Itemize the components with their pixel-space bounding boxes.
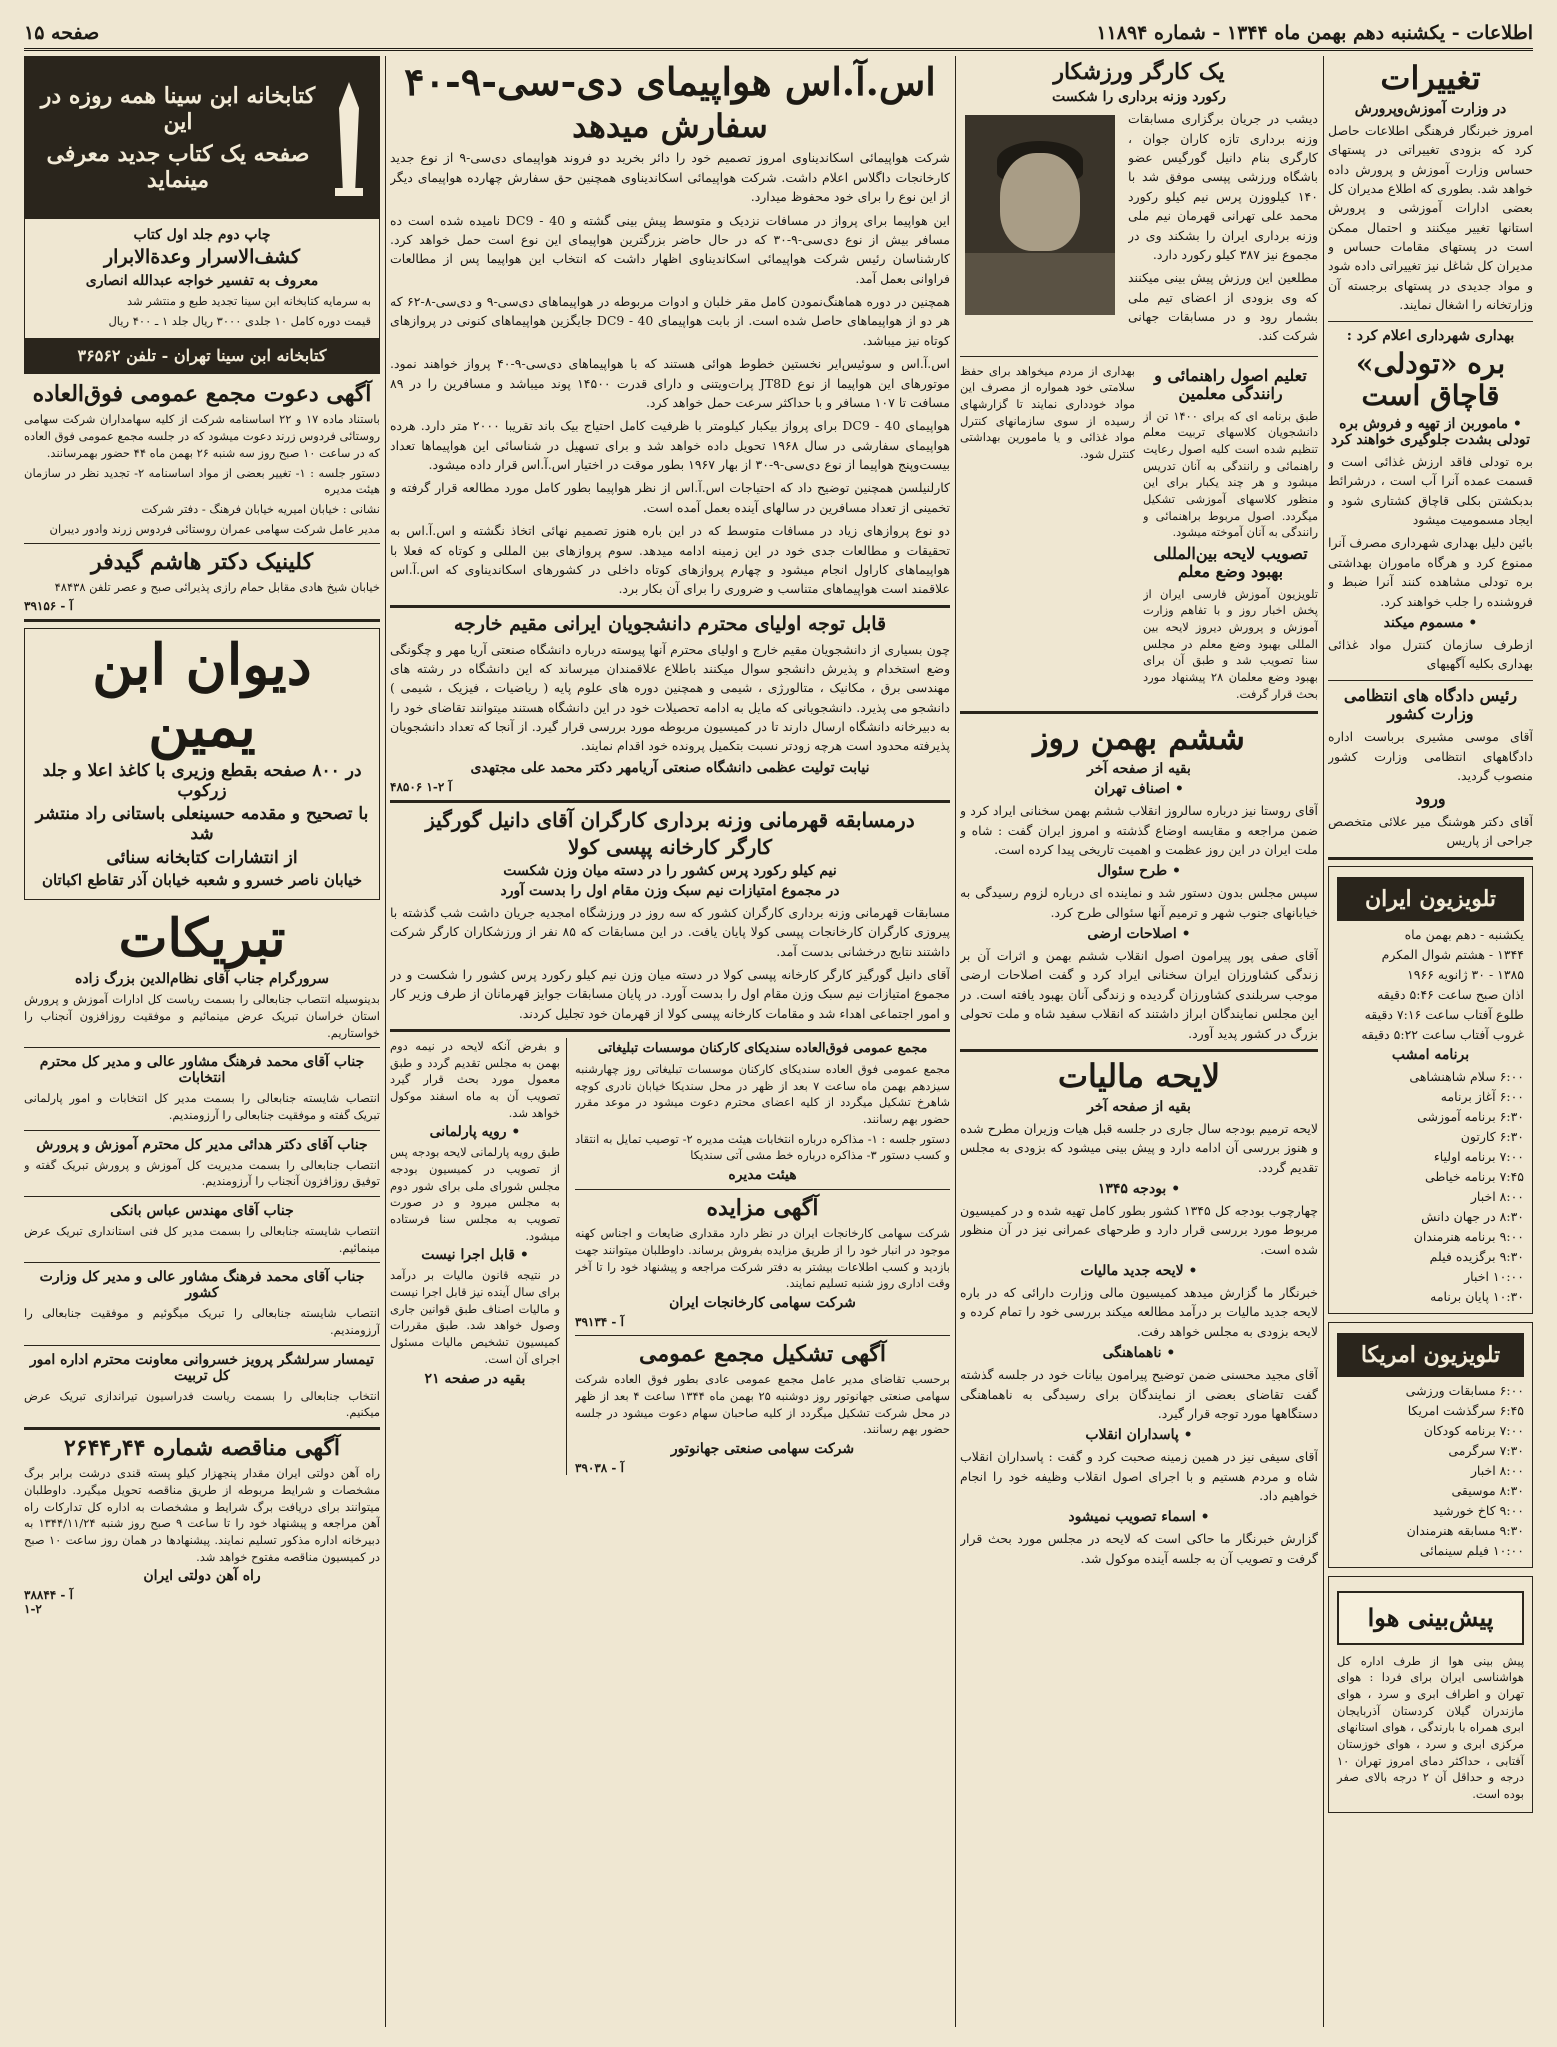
date-line: غروب آفتاب ساعت ۵:۲۲ دقیقه (1361, 1026, 1524, 1042)
page-footer: ۱-۲ (24, 1602, 42, 1617)
assembly1-body: مجمع عمومی فوق العاده سندیکای کارکنان موسسات تبلیغاتی روز چهارشنبه سیزدهم بهمن ماه ساعت ۷ بعد از ظهر در محل سندیکا خیابان نادری کوچه شاهرخ تشکیل میگردد از کلیه اعضای محترم دعوت میشود در موعد مقرر حضور بهم رسانند. (575, 1062, 950, 1127)
tv-iran-program-list (1337, 1067, 1524, 1307)
weightlifter-subtitle: رکورد وزنه برداری را شکست (1052, 89, 1226, 106)
dc9-title-2: سفارش میدهد (572, 106, 768, 145)
tender-title: آگهی مناقصه شماره ۴۴ر۲۶۴۴ (63, 1435, 341, 1462)
tv-iran-date (1337, 925, 1524, 1045)
teachers-title: تعلیم اصول راهنمائی و رانندگی معلمین (1154, 365, 1307, 404)
dc9-body-2: این هواپیما برای پرواز در مسافات نزدیک و متوسط پیش بینی گشته و DC9 - 40 نامیده شده است ده مسافر بیش از نوع دی‌سی-۹-۳۰ که در حال حاضر بزرگترین هواپیمای این نوع است حمل خواهد کرد. کارشناسان رئیس شرکت هواپیمائی اسکاندیناوی اظهار داشت که انتخاب این هواپیما پس از مطالعات فراوانی بعمل آمد. (390, 212, 950, 286)
cinema-footer: کتابخانه ابن سینا تهران - تلفن ۳۶۵۶۲ (25, 338, 379, 373)
bahman-body-1: آقای روستا نیز درباره سالروز انقلاب ششم بهمن سخنانی ایراد کرد و ضمن مراجعه و مقایسه اوضاع گذشته و امروز ایران گفت : شاه و ملت ایران در این روز عظمت و اهمیت تاریخی پیدا کرده است. (960, 803, 1318, 857)
clinic-body: خیابان شیخ هادی مقابل حمام رازی پذیرائی صبح و عصر تلفن ۴۸۴۳۸ (54, 580, 380, 595)
health-body: بهداری از مردم میخواهد برای حفظ سلامتی خود همواره از مصرف این مواد خودداری نمایند تا گزارشهای رسیده از سوی سازمانهای کنترل مواد غذائی و یا مامورین بهداشتی کنترل شود. (960, 363, 1135, 462)
column-rule (1323, 56, 1324, 2027)
sheep-lead: بهداری شهرداری اعلام کرد : (1346, 327, 1515, 344)
divan-line-1: در ۸۰۰ صفحه بقطع وزیری با کاغذ اعلا و جلد زرکوب (42, 761, 362, 801)
bill-body: تلویزیون آموزش فارسی ایران از پخش اخبار روز و با تفاهم وزارت آموزش و پرورش دیروز لایحه بین المللی بهبود وضع معلم در مجلس سنا تصویب شد و طبق آن برای بهبود وضع معلمان ۲۸ پیشنهاد مورد بحث قرار گرفت. (1143, 586, 1318, 701)
cinema-ad (24, 56, 380, 374)
auction-signature: شرکت سهامی کارخانجات ایران (669, 1295, 856, 1312)
program-item: ۸:۳۰ موسیقی (1451, 1482, 1524, 1498)
tv-america-logo: تلویزیون امریکا (1337, 1333, 1524, 1377)
invite-title: آگهی دعوت مجمع عمومی فوق‌العاده (32, 381, 372, 408)
program-item: ۶:۰۰ آغاز برنامه (1440, 1088, 1524, 1104)
divan-line-2: با تصحیح و مقدمه حسینعلی باستانی راد منتشر شد (35, 804, 369, 844)
assembly2-body: برحسب تقاضای مدیر عامل مجمع عمومی عادی بطور فوق العاده شرکت سهامی صنعتی جهانوتور روز دوشنبه ۲۵ بهمن ماه ۱۳۴۴ ساعت ۴ بعد از ظهر در محل شرکت تشکیل میگردد از کلیه صاحبان سهام دعوت میشود در جلسه حضور بهم رسانند. (575, 1372, 950, 1437)
cinema-line-4: به سرمایه کتابخانه ابن سینا تجدید طبع و منتشر شد (126, 293, 371, 308)
program-item: ۶:۳۰ برنامه آموزشی (1417, 1108, 1524, 1124)
divan-title: دیوان ابن یمین (92, 632, 312, 760)
auction-code: آ - ۳۹۱۳۴ (575, 1315, 624, 1330)
assembly2-title: آگهی تشکیل مجمع عمومی (639, 1341, 886, 1368)
tower-icon (325, 78, 373, 198)
assembly2-signature: شرکت سهامی صنعتی جهانوتور (670, 1441, 855, 1458)
tax-body-1: لایحه ترمیم بودجه سال جاری در جلسه قبل هیات وزیران مطرح شده و هنوز بررسی آن ادامه دارد و پیش بینی میشود که بزودی به مجلس تقدیم گردد. (960, 1120, 1318, 1175)
weightlifter-title: یک کارگر ورزشکار (1053, 59, 1225, 85)
parliament-body-1: طبق رویه پارلمانی لایحه بودجه پس از تصویب در کمیسیون بودجه مجلس شورای ملی برای شور دوم به مجلس میرود و در صورت تصویب به مجلس سنا فرستاده میشود. (390, 1145, 560, 1243)
program-item: ۱۰:۰۰ اخبار (1464, 1268, 1524, 1284)
assembly1-signature: هیئت مدیره (728, 1167, 797, 1184)
dc9-body-4: اس.آ.اس و سوئیس‌ایر نخستین خطوط هوائی هستند که با هواپیماهای دی‌سی-۹-۴۰ پرواز خواهند نمود. موتورهای این هواپیما از نوع JT8D پرات‌ویتنی و دارای قدرت ۱۴۵۰۰ پوند میباشد و مسافرین را در ۸۹ مسافت تا ۱۰۷ مسافر و با حداکثر سرعت حمل خواهد کرد. (390, 356, 950, 410)
assembly1-title: مجمع عمومی فوق‌العاده سندیکای کارکنان موسسات تبلیغاتی (597, 1041, 928, 1057)
competition-title: درمسابقه قهرمانی وزنه برداری کارگران آقای دانیل گورگیز (425, 807, 915, 832)
invite-signature: مدیر عامل شرکت سهامی عمران روستائی فردوس زرند وادور دیبران (49, 521, 380, 536)
program-item: ۶:۰۰ سلام شاهنشاهی (1409, 1068, 1524, 1084)
sheep-body-1: بره تودلی فاقد ارزش غذائی است و قسمت عمده آنرا آب است ، درشرائط بدبکشتن بکلی قاچاق کشتاری شود و ایجاد مسمومیت میشود (1328, 453, 1533, 528)
arrival-title: ورود (1415, 788, 1446, 808)
divan-line-3: از انتشارات کتابخانه سنائی (106, 847, 298, 868)
program-item: ۹:۰۰ برنامه هنرمندان (1413, 1228, 1524, 1244)
sheep-body-2: بائین دلیل بهداری شهرداری مصرف آنرا ممنوع کرد و هرگاه ماموران بهداشتی بره تودلی مشاهده کنند آنرا ضبط و فروشنده را جلب خواهند کرد. (1328, 535, 1533, 609)
column-left (24, 56, 380, 2027)
congrats-item-1-title: سرورگرام جناب آقای نظام‌الدین بزرگ زاده (75, 971, 329, 988)
dc9-body-6: کارلنیلسن همچنین توضیح داد که احتیاجات اس.آ.اس از نظر هواپیما بطور کامل مورد مطالعه قرار گرفته و تخمینی از تعداد مسافرین در سالهای آینده بعمل آمده است. (390, 480, 950, 515)
program-item: ۹:۳۰ مسابقه هنرمندان (1406, 1522, 1524, 1538)
changes-title: تغییرات (1380, 59, 1481, 97)
program-item: ۸:۳۰ در جهان دانش (1421, 1208, 1524, 1224)
invite-agenda: دستور جلسه : ۱- تغییر بعضی از مواد اساسنامه ۲- تجدید نظر در سازمان هیئت مدیره (24, 465, 380, 497)
changes-subtitle: در وزارت آموزش‌وپرورش (1354, 100, 1507, 117)
date-line: اذان صبح ساعت ۵:۴۶ دقیقه (1377, 986, 1524, 1002)
tax-body-3: خبرنگار ما گزارش میدهد کمیسیون مالی وزارت دارائی که در باره لایحه جدید مالیات بر درآمد مطالعه میکند بررسی خود را تمام کرده و لایحه بزودی به مجلس خواهد رفت. (960, 1285, 1318, 1339)
tv-america-program-list (1337, 1381, 1524, 1561)
students-code: آ ۲-۱ ۴۸۵۰۶ (390, 779, 452, 794)
competition-sub-1: نیم کیلو رکورد پرس کشور را در دسته میان وزن شکست (503, 862, 837, 879)
program-item: ۶:۰۰ مسابقات ورزشی (1405, 1382, 1524, 1398)
tax-section-2: • لایحه جدید مالیات (1080, 1263, 1198, 1280)
tax-section-3: • ناهماهنگی (1102, 1345, 1176, 1362)
tax-subtitle: بقیه از صفحه آخر (1087, 1098, 1191, 1115)
cinema-head-1: کتابخانه ابن سینا همه روزه در این (40, 83, 316, 135)
congrats-item-1-body: بدینوسیله انتصاب جنابعالی را بسمت ریاست کل ادارات آموزش و پرورش استان خراسان تبریک عرض مینمائیم و موفقیت روزافزون آنجناب را خواستاریم. (24, 992, 380, 1040)
weightlifter-body-2: مطلعین این ورزش پیش بینی میکنند که وی بزودی از اعضای تیم ملی بشمار رود و در مسابقات جهانی شرکت کند. (1128, 270, 1318, 344)
date-line: ۱۳۴۴ - هشتم شوال المکرم (1381, 946, 1524, 962)
column-rule (385, 56, 386, 2027)
bahman-body-2: سپس مجلس بدون دستور شد و نماینده ای درباره لزوم رسیدگی به خیابانهای جنوب شهر و ترمیم آنها سئوالی طرح کرد. (960, 885, 1318, 920)
bahman-section-2: • طرح سئوال (1097, 863, 1181, 880)
tv-america-box (1328, 1322, 1533, 1568)
divan-ad (24, 628, 380, 900)
students-signature: نیابت تولیت عظمی دانشگاه صنعتی آریامهر دکتر محمد علی مجتهدی (470, 759, 870, 776)
weather-body: پیش بینی هوا از طرف اداره کل هواشناسی ایران برای فردا : هوای تهران و اطراف ابری و سرد ، هوای مازندران گیلان کردستان آذربایجان ابری همراه با بارندگی ، هوای استانهای مرکزی ابری و سرد ، هوای خوزستان آفتابی ، حداکثر دمای امروز تهران ۱۰ درجه و حداقل آن ۲ درجه بالای صفر بوده است. (1337, 1653, 1525, 1802)
congrats-title: تبریکات (118, 908, 286, 970)
congrats-item-2-body: انتصاب شایسته جنابعالی را بسمت مدیر کل انتخابات و امور پارلمانی تبریک گفته و موفقیت جنابعالی را آرزومندیم. (24, 1091, 380, 1123)
congrats-item-4-body: انتصاب شایسته جنابعالی را بسمت مدیر کل فنی استانداری تبریک عرض مینمائیم. (24, 1224, 380, 1255)
discipline-body: آقای موسی مشیری برباست اداره دادگاههای انتظامی وزارت کشور منصوب گردید. (1328, 729, 1533, 784)
tv-iran-logo: تلویزیون ایران (1337, 877, 1524, 921)
sheep-bullet-2: • مسموم میکند (1383, 614, 1478, 631)
column-third (390, 56, 950, 2027)
competition-body-1: مسابقات قهرمانی وزنه برداری کارگران کشور که سه روز در ورزشگاه امجدیه جریان داشت شب گذشته با پیروزی کارگران کارخانجات پپسی کولا پایان یافت. در این مسابقات که ۸۵ نفر از ورزشکاران کارگر شرکت داشتند نتایج درخشانی بدست آمد. (390, 904, 950, 959)
competition-sub-2: در مجموع امتیازات نیم سبک وزن مقام اول را بدست آورد (500, 882, 840, 899)
program-item: ۷:۴۵ برنامه خیاطی (1424, 1168, 1524, 1184)
tax-body-5: آقای سیفی نیز در همین زمینه صحبت کرد و گفت : پاسداران انقلاب شاه و مردم هستیم و با اجرای اصول انقلاب وظیفه خود را انجام خواهیم داد. (960, 1449, 1318, 1504)
masthead-issue: اطلاعات - یکشنبه دهم بهمن ماه ۱۳۴۴ - شماره ۱۱۸۹۴ (1096, 22, 1533, 44)
tax-body-6: گزارش خبرنگار ما حاکی است که لایحه در مجلس مورد بحث قرار گرفت و تصویب آن به جلسه آینده موکول شد. (960, 1531, 1318, 1566)
congrats-item-2-title: جناب آقای محمد فرهنگ مشاور عالی و مدیر کل محترم انتخابات (39, 1054, 365, 1087)
weightlifter-body-1: دیشب در جریان برگزاری مسابقات وزنه برداری تازه کاران جوان ، کارگری بنام دانیل گورگیس عضو باشگاه ورزشی پپسی موفق شد با ۱۴۰ کیلووزن پرس نیم کیلو رکورد محمد علی تهرانی قهرمان نیم ملی وزنه برداری ایران را بشکند وی در مجموع نیز ۳۸۷ کیلو رکورد دارد. (1128, 111, 1318, 262)
auction-body: شرکت سهامی کارخانجات ایران در نظر دارد مقداری ضایعات و اجناس کهنه موجود در انبار خود را از طریق مزایده بفروش برساند. داوطلبان میتوانند جهت بازدید و کسب اطلاعات بیشتر به دفتر شرکت مراجعه و پیشنهاد خود را تا آخر وقت اداری روز شنبه تسلیم نمایند. (575, 1226, 950, 1291)
changes-body: امروز خبرنگار فرهنگی اطلاعات حاصل کرد که بزودی تغییراتی در پستهای حساس وزارت آموزش و پرورش داده خواهد شد. بطوری که اطلاع مدیران کل بعضی ادارات آموزشی و پرورش استانها تغییر میکنند و احتمال ممکن است در پستهای مقامات حساس و مدیران کل شاغل نیز تغییراتی داده شود و مواد جدیدی در پستهای برجسته آن وزارتخانه را اشغال نمایند. (1328, 122, 1533, 313)
tender-body: راه آهن دولتی ایران مقدار پنجهزار کیلو پسته قندی درشت برابر برگ مشخصات و شرایط مربوطه از طریق مناقصه تحویل میگیرد. داوطلبان میتوانند برای دریافت برگ شرایط و مشخصات به اداره کل تدارکات راه آهن مراجعه و پیشنهاد خود را تا ساعت ۹ صبح روز شنبه ۱۳۴۴/۱۱/۲۴ به دبیرخانه اداره مذکور تسلیم نمایند. پیشنهادها در همان روز ساعت ۱۰ صبح در کمیسیون مناقصه مفتوح خواهد شد. (24, 1466, 380, 1564)
parliament-section-1: • رویه پارلمانی (429, 1124, 521, 1141)
discipline-title: رئیس دادگاه های انتظامی وزارت کشور (1343, 685, 1518, 724)
assembly2-code: آ - ۳۹۰۳۸ (575, 1461, 624, 1476)
column-second (960, 56, 1318, 2027)
tax-body-2: چهارچوب بودجه کل ۱۳۴۵ کشور بطور کامل تهیه شده و در کمیسیون مربوط مورد بررسی قرار دارد و طرحهای عمرانی نیز در آن منظور شده است. (960, 1202, 1318, 1257)
program-item: ۶:۳۰ کارتون (1460, 1128, 1524, 1144)
tax-section-1: • بودجه ۱۳۴۵ (1097, 1180, 1181, 1197)
program-item: ۱۰:۰۰ فیلم سینمائی (1419, 1542, 1524, 1558)
sheep-body-3: ازطرف سازمان کنترل مواد غذائی بهداری بکلیه آگهیهای (1328, 636, 1533, 672)
weather-logo: پیش‌بینی هوا (1337, 1591, 1524, 1645)
program-item: ۹:۳۰ برگزیده فیلم (1429, 1248, 1524, 1264)
clinic-code: آ - ۳۹۱۵۶ (24, 599, 73, 614)
bahman-section-1: • اصناف تهران (1094, 781, 1184, 798)
tv-iran-label: برنامه امشب (1391, 1046, 1470, 1063)
congrats-item-4-title: جناب آقای مهندس عباس بانکی (110, 1203, 294, 1220)
parliament-section-2: • قابل اجرا نیست (421, 1247, 529, 1264)
program-item: ۶:۴۵ سرگذشت امریکا (1407, 1402, 1524, 1418)
divan-line-4: خیابان ناصر خسرو و شعبه خیابان آذر تقاطع اکباتان (41, 871, 363, 890)
tv-iran-box (1328, 866, 1533, 1314)
tax-section-5: • اسماء تصویب نمیشود (1068, 1509, 1210, 1526)
dc9-body-7: دو نوع پروازهای زیاد در مسافات متوسط که در این باره هنوز تصمیم نهائی اتخاذ نگشته و اس.آ.اس به تحقیقات و مطالعات جدی خود در این زمینه ادامه میدهد. سوم پروازهای بین المللی و کوتاه که فعلا با هواپیماهای کاراول انجام میشود و چهارم پروازهای کوتاه داخلی در کشورهای اسکاندیناوی که اس.آ.اس علاقمند است هواپیماهای متناسب و ضروری را برای آن بکار برد. (390, 523, 950, 597)
cinema-line-1: چاپ دوم جلد اول کتاب (133, 227, 271, 243)
date-line: طلوع آفتاب ساعت ۷:۱۶ دقیقه (1364, 1006, 1524, 1022)
students-body: چون بسیاری از دانشجویان مقیم خارج و اولیای محترم آنها پیوسته درباره دانشگاه صنعتی آریا مهر و چگونگی وضع استخدام و پذیرش دانشجو سوال میکنند باطلاع علاقمندان میرساند که این دانشگاه در رشته های مهندسی برق ، مکانیک ، متالورژی ، شیمی و همچنین دوره های علوم پایه ( ریاضیات ، فیزیک ، شیمی ) دانشجو می پذیرد. دانشجویانی که مایل به ادامه تحصیلات خود در این دانشگاه هستند میتوانند تقاضای خود را به دبیرخانه دانشگاه ارسال دارند تا در کمیسیون مربوطه مورد بررسی قرار گیرد. از آنجا که تعداد دانشجویان پذیرفته محدود است هرچه زودتر نسبت بتکمیل پرونده خود اقدام نمایند. (390, 641, 950, 754)
program-item: ۹:۰۰ کاخ خورشید (1432, 1502, 1524, 1518)
teachers-body: طبق برنامه ای که برای ۱۴۰۰ تن از دانشجویان کلاسهای تربیت معلم تنظیم شده است کلیه اصول رعایت راهنمائی و رانندگی به آنان تدریس میشود و هر چند یکبار برای این منظور کلاسهای آموزشی تشکیل میگردد. اصول مربوط براهنمائی و رانندگی به آنان آموخته میشود. (1143, 408, 1318, 540)
sheep-bullet-1: • ماموربن از تهیه و فروش بره تودلی بشدت جلوگیری خواهند کرد (1330, 415, 1531, 448)
cinema-line-2: کشف‌الاسرار وعدةالابرار (103, 246, 301, 268)
congrats-item-3-body: انتصاب جنابعالی را بسمت مدیریت کل آموزش و پرورش تبریک گفته و توفیق روزافزون آنجناب را آرزومندیم. (24, 1157, 380, 1189)
page-number: صفحه ۱۵ (24, 22, 100, 44)
dc9-body-5: هواپیمای DC9 - 40 برای پرواز بیکبار کیلومتر با ظرفیت کامل احتیاج بیک باند تقریبا ۲۰۰۰ متر دارد. هرده هواپیمای سفارشی در سال ۱۹۶۸ تحویل داده خواهد شد و برای تسهیل در شناسائی این هواپیماها تعداد بیست‌وپنج هواپیما از نوع دی‌سی-۹-۳۰ از بهار ۱۹۶۷ بطور موقت در اختیار اس.آ.اس قرار داده میشود. (390, 418, 950, 473)
arrival-body: آقای دکتر هوشنگ میر علائی متخصص جراحی از پاریس (1328, 813, 1533, 849)
date-line: یکشنبه - دهم بهمن ماه (1404, 926, 1524, 942)
weightlifter-photo (965, 115, 1115, 315)
program-item: ۷:۰۰ برنامه کودکان (1423, 1422, 1524, 1438)
congrats-item-3-title: جناب آقای دکتر هدائی مدیر کل محترم آموزش و پرورش (36, 1136, 368, 1153)
clinic-title: کلینیک دکتر هاشم گیدفر (90, 549, 314, 576)
sheep-title: بره «تودلی» قاچاق است (1355, 346, 1506, 412)
assembly1-agenda: دستور جلسه : ۱- مذاکره درباره انتخابات هیئت مدیره ۲- توصیب تمایل به انتقاد و کسب دستور ۳- مذاکره درباره خط مشی آتی سندیکا (575, 1131, 950, 1163)
parliament-body-2: در نتیجه قانون مالیات بر درآمد برای سال آینده نیز قابل اجرا نیست و مالیات اصناف طبق قوانین جاری وصول خواهد شد. طبق مقررات کمیسیون تشخیص مالیات مسئول اجرای آن است. (390, 1268, 560, 1366)
dc9-title: اس.آ.اس هواپیمای دی-سی-۹-۴۰ (404, 59, 936, 104)
column-rule (955, 56, 956, 2027)
dc9-body-3: همچنین در دوره هماهنگ‌نمودن کامل مقر خلبان و ادوات مربوطه در هواپیماهای دی‌سی-۹ و دی‌سی-۸-۶۲ که هر دو از هواپیماهای حاصل شده است. از بابت هواپیمای DC9 - 40 جایگزین هواپیماهای کنونی در پروازهای کوتاه نیز میباشد. (390, 294, 950, 348)
program-item: ۷:۰۰ برنامه اولیاء (1433, 1148, 1524, 1164)
cinema-line-3: معروف به تفسیر خواجه عبدالله انصاری (85, 272, 319, 289)
congrats-item-6-body: انتخاب جنابعالی را بسمت ریاست فدراسیون تیراندازی تبریک عرض میکنیم. (24, 1388, 380, 1420)
tax-title: لایحه مالیات (1057, 1056, 1221, 1095)
invite-body: باستناد ماده ۱۷ و ۲۲ اساسنامه شرکت از کلیه سهامداران شرکت سهامی روستائی فردوس زرند دعوت میشود که در جلسه مجمع عمومی فوق العاده که در ساعت ۱۰ صبح روز سه شنبه ۲۶ بهمن ماه ۴۴ حضور بهمرسانند. (24, 412, 380, 460)
competition-title-2: کارگر کارخانه پپسی کولا (567, 834, 773, 859)
tender-code: آ - ۳۸۸۴۴ (24, 1588, 73, 1603)
dc9-body-1: شرکت هواپیمائی اسکاندیناوی امروز تصمیم خود را دائر بخرید دو فروند هواپیمای دی‌سی-۹ از نوع جدید کارخانجات داگلاس اعلام داشت. شرکت هواپیمائی اسکاندیناوی همچنین حق سفارش چهارده هواپیمای دیگر از این نوع را برای خود محفوظ میدارد. (390, 150, 950, 205)
bahman-title: ششم بهمن روز (1033, 719, 1245, 758)
tax-section-4: • پاسداران انقلاب (1085, 1427, 1193, 1444)
date-line: ۱۳۸۵ - ۳۰ ژانویه ۱۹۶۶ (1407, 966, 1524, 982)
tender-signature: راه آهن دولتی ایران (143, 1568, 261, 1585)
competition-body-2: آقای دانیل گورگیز کارگر کارخانه پپسی کولا در دسته میان وزن نیم کیلو رکورد پرس کشور را شکست و در مجموع امتیازات نیم سبک وزن مقام اول را بدست آورد. در پایان مسابقات جوایز قهرمانان از طرف وزیر کار و امور اجتماعی اهداء شد و مقامات کارخانه پپسی کولا از قهرمان خود تجلیل کردند. (390, 966, 950, 1021)
program-item: ۸:۰۰ اخبار (1470, 1188, 1524, 1204)
column-right (1328, 56, 1533, 2027)
bahman-subtitle: بقیه از صفحه آخر (1087, 761, 1191, 778)
invite-address: نشانی : خیابان امیریه خیابان فرهنگ - دفتر شرکت (141, 501, 380, 516)
weather-box (1328, 1576, 1533, 1813)
congrats-item-5-title: جناب آقای محمد فرهنگ مشاور عالی و مدیر کل وزارت کشور (39, 1269, 365, 1302)
program-item: ۷:۳۰ سرگرمی (1448, 1442, 1524, 1458)
tax-body-4: آقای مجید محسنی ضمن توضیح پیرامون بیانات خود در جلسه گذشته گفت تقاضای بعضی از نمایندگان برای رسیدگی به ناهماهنگی دستگاهها مورد توجه قرار گیرد. (960, 1367, 1318, 1421)
program-item: ۱۰:۳۰ پایان برنامه (1430, 1288, 1524, 1304)
parliament-footnote: بقیه در صفحه ۲۱ (424, 1370, 526, 1387)
cinema-head-2: صفحه یک کتاب جدید معرفی مینماید (46, 141, 310, 193)
masthead (24, 18, 1533, 51)
bill-title: تصویب لایحه بین‌المللی بهبود وضع معلم (1153, 543, 1308, 582)
parliament-intro: و بفرض آنکه لایحه در نیمه دوم بهمن به مجلس تقدیم گردد و طبق معمول مورد بحث قرار گیرد تصویب آن به ماه اسفند موکول خواهد شد. (390, 1039, 560, 1120)
congrats-item-5-body: انتصاب شایسته جنابعالی را تبریک میگوئیم و موفقیت جنابعالی را آرزومندیم. (24, 1306, 380, 1338)
bahman-body-3: آقای صفی پور پیرامون اصول انقلاب ششم بهمن و اثرات آن بر زندگی کشاورزان ایران سخنانی ایراد کرد و گفت اصلاحات ارضی موجب سربلندی کشاورزان گردیده و زندگی آنان بهبود یافته است. در این مجلس نمایندگان ابراز داشتند که انقلاب سفید شاه و ملت تحولی بزرگ در کشور پدید آورد. (960, 948, 1318, 1041)
students-title: قابل توجه اولیای محترم دانشجویان ایرانی مقیم خارجه (453, 612, 887, 635)
cinema-line-5: قیمت دوره کامل ۱۰ جلدی ۳۰۰۰ ریال جلد ۱ ـ ۴۰۰ ریال (108, 313, 371, 328)
program-item: ۸:۰۰ اخبار (1470, 1462, 1524, 1478)
auction-title: آگهی مزایده (706, 1195, 819, 1222)
congrats-item-6-title: تیمسار سرلشگر پرویز خسروانی معاونت محترم اداره امور کل تربیت (29, 1351, 375, 1384)
bahman-section-3: • اصلاحات ارضی (1087, 926, 1191, 943)
